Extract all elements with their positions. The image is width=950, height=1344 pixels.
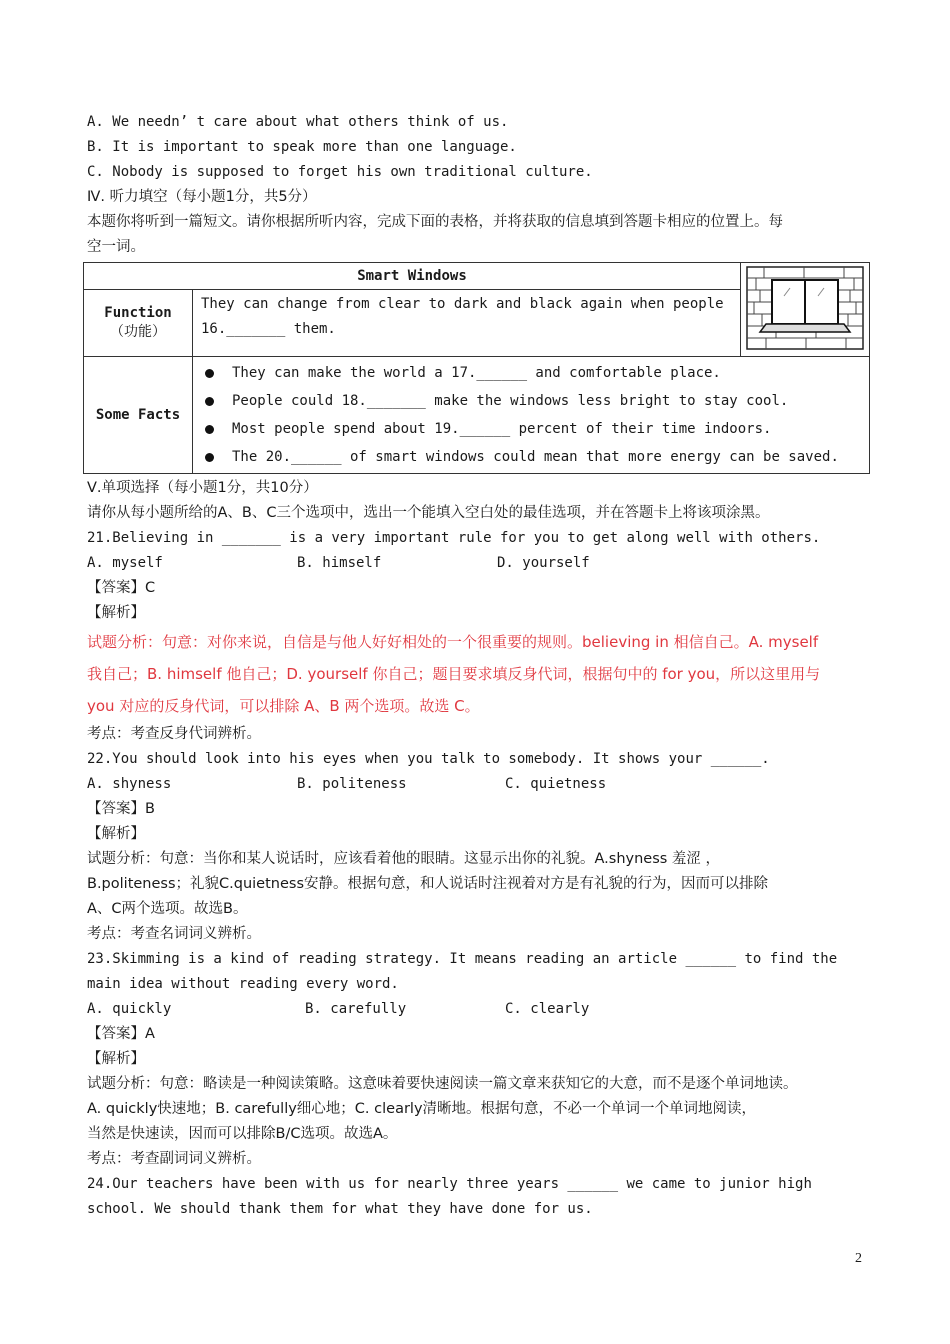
q22-option: B. politeness — [297, 776, 407, 792]
q24-stem-line1: 24.Our teachers have been with us for nearly three years ______ we came to junior high — [87, 1176, 812, 1192]
fact-item — [201, 359, 861, 387]
q20-option-c: C. Nobody is supposed to forget his own traditional culture. — [87, 164, 593, 180]
q21-answer: 【答案】C — [87, 580, 156, 596]
window-image-cell — [741, 263, 870, 357]
q23-analysis-line: A. quickly快速地；B. carefully细心地；C. clearly清晰地。根据句意，不必一个单词一个单词地阅读， — [87, 1101, 757, 1117]
q21-analysis-label: 【解析】 — [87, 605, 145, 621]
q21-point: 考点：考查反身代词辨析。 — [87, 726, 261, 742]
q21-analysis-line: 试题分析：句意：对你来说，自信是与他人好好相处的一个很重要的规则。believing in 相信自己。A. myself — [87, 633, 819, 651]
fact-item — [201, 387, 861, 415]
function-text-cell — [193, 290, 741, 357]
q20-option-b: B. It is important to speak more than one language. — [87, 139, 517, 155]
q23-stem-line2: main idea without reading every word. — [87, 976, 399, 992]
q23-analysis-line: 当然是快速读，因而可以排除B/C选项。故选A。 — [87, 1126, 398, 1142]
q20-option-a: A. We needn’ t care about what others think of us. — [87, 114, 509, 130]
q22-point: 考点：考查名词词义辨析。 — [87, 926, 261, 942]
function-sublabel: （功能） — [110, 324, 166, 340]
page-number: 2 — [855, 1251, 862, 1266]
bullet-icon — [205, 453, 214, 462]
q22-options — [87, 772, 877, 797]
q23-answer: 【答案】A — [87, 1026, 155, 1042]
function-label: Function — [104, 305, 172, 321]
q23-point: 考点：考查副词词义辨析。 — [87, 1151, 261, 1167]
section4-instruction-line2: 空一词。 — [87, 239, 145, 255]
smart-windows-table — [83, 262, 870, 474]
document-page — [87, 110, 877, 1222]
q21-analysis-line: you 对应的反身代词，可以排除 A、B 两个选项。故选 C。 — [87, 697, 480, 715]
q21-stem: 21.Believing in _______ is a very important rule for you to get along well with others. — [87, 530, 821, 546]
q21-option: D. yourself — [497, 555, 590, 571]
fact-text: They can make the world a 17.______ and comfortable place. — [232, 365, 721, 381]
q24-stem-line2: school. We should thank them for what they have done for us. — [87, 1201, 593, 1217]
q22-analysis-line: A、C两个选项。故选B。 — [87, 901, 248, 917]
bullet-icon — [205, 369, 214, 378]
table-title: Smart Windows — [84, 263, 741, 290]
q23-option: B. carefully — [305, 1001, 407, 1017]
section5-heading: Ⅴ.单项选择（每小题1分，共10分） — [87, 480, 318, 496]
q23-analysis-line: 试题分析：句意：略读是一种阅读策略。这意味着要快速阅读一篇文章来获知它的大意，而不是逐个单词地读。 — [87, 1076, 798, 1092]
fact-item — [201, 443, 861, 471]
q23-option: C. clearly — [505, 1001, 590, 1017]
section5-instruction: 请你从每小题所给的A、B、C三个选项中，选出一个能填入空白处的最佳选项，并在答题卡上将该项涂黑。 — [87, 505, 770, 521]
q22-stem: 22.You should look into his eyes when you talk to somebody. It shows your ______. — [87, 751, 770, 767]
q21-option: B. himself — [297, 555, 382, 571]
function-line2: 16._______ them. — [201, 321, 336, 337]
q21-options — [87, 551, 877, 576]
section4-instruction-line1: 本题你将听到一篇短文。请你根据所听内容，完成下面的表格，并将获取的信息填到答题卡相应的位置上。每 — [87, 214, 783, 230]
q23-analysis-label: 【解析】 — [87, 1051, 145, 1067]
bullet-icon — [205, 425, 214, 434]
q23-stem-line1: 23.Skimming is a kind of reading strategy. It means reading an article ______ to find the — [87, 951, 838, 967]
q22-answer: 【答案】B — [87, 801, 155, 817]
window-illustration-icon — [746, 266, 864, 350]
q22-analysis-line: 试题分析：句意：当你和某人说话时，应该看着他的眼睛。这显示出你的礼貌。A.shyness 羞涩 ， — [87, 851, 721, 867]
fact-text: People could 18._______ make the windows less bright to stay cool. — [232, 393, 789, 409]
section4-heading: Ⅳ. 听力填空（每小题1分，共5分） — [87, 189, 317, 205]
q22-option: A. shyness — [87, 776, 172, 792]
fact-item — [201, 415, 861, 443]
q22-analysis-line: B.politeness；礼貌C.quietness安静。根据句意，和人说话时注视着对方是有礼貌的行为，因而可以排除 — [87, 876, 768, 892]
q22-option: C. quietness — [505, 776, 607, 792]
q21-analysis-line: 我自己；B. himself 他自己；D. yourself 你自己；题目要求填反身代词，根据句中的 for you，所以这里用与 — [87, 665, 821, 683]
q23-option: A. quickly — [87, 1001, 172, 1017]
facts-cell — [193, 357, 870, 474]
bullet-icon — [205, 397, 214, 406]
function-line1: They can change from clear to dark and black again when people — [201, 296, 724, 312]
facts-label: Some Facts — [84, 357, 193, 474]
fact-text: Most people spend about 19.______ percent of their time indoors. — [232, 421, 772, 437]
fact-text: The 20.______ of smart windows could mean that more energy can be saved. — [232, 449, 839, 465]
q23-options — [87, 997, 877, 1022]
function-label-cell — [84, 290, 193, 357]
q22-analysis-label: 【解析】 — [87, 826, 145, 842]
q21-option: A. myself — [87, 555, 163, 571]
